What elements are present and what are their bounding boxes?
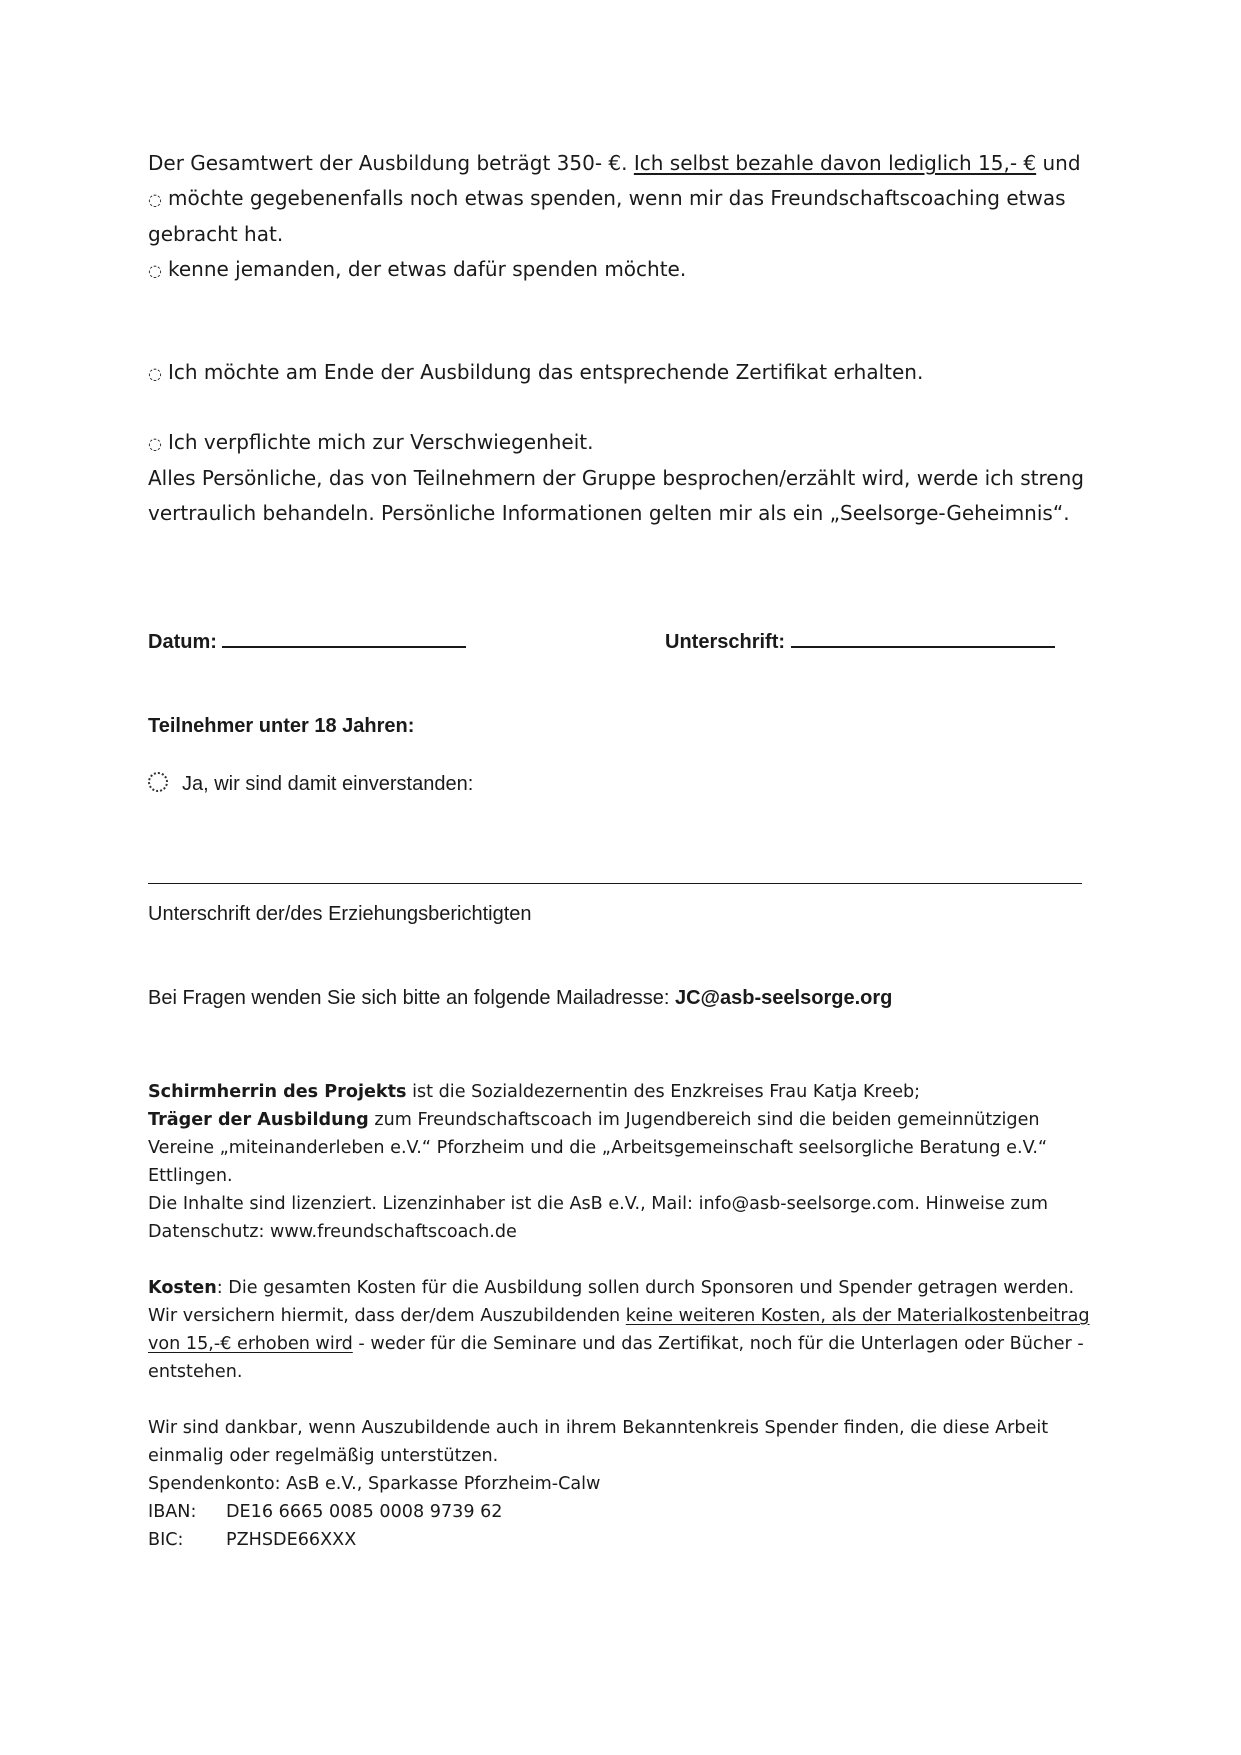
signature-line[interactable] xyxy=(791,628,1055,648)
cost-intro xyxy=(148,146,1088,288)
date-field[interactable] xyxy=(148,628,466,654)
cost-intro-text: Der Gesamtwert der Ausbildung beträgt 350- €. xyxy=(148,151,634,175)
consent-radio-icon[interactable] xyxy=(148,772,168,792)
bic-label: BIC: xyxy=(148,1530,184,1550)
option-know-someone-label: kenne jemanden, der etwas dafür spenden möchte. xyxy=(167,257,687,281)
patron-text: ist die Sozialdezernentin des Enzkreises Frau Katja Kreeb; xyxy=(406,1082,921,1102)
patron-line xyxy=(148,1078,1093,1106)
donation-account: Spendenkonto: AsB e.V., Sparkasse Pforzheim-Calw xyxy=(148,1474,601,1494)
guardian-signature-line[interactable] xyxy=(148,883,1082,884)
costs-underlined: keine weiteren Kosten, als der Materialkostenbeitrag von 15,-€ erhoben wird xyxy=(148,1306,1090,1354)
carrier-text: zum Freundschaftscoach im Jugendbereich sind die beiden gemeinnützigen Vereine „miteinanderleben e.V.“ Pforzheim und die „Arbeitsgemeinschaft seelsorgliche Beratung e.V.“ Ettlingen. xyxy=(148,1110,1048,1186)
costs-text: : Die gesamten Kosten für die Ausbildung sollen durch Sponsoren und Spender getragen werden. Wir versichern hiermit, dass der/dem Auszubildenden xyxy=(148,1278,1075,1326)
signature-field[interactable] xyxy=(665,628,1055,654)
option-certificate[interactable] xyxy=(148,355,1088,391)
option-confidentiality[interactable] xyxy=(148,425,1088,461)
radio-icon[interactable]: ◌ xyxy=(148,434,162,453)
option-know-someone[interactable] xyxy=(148,252,1088,288)
costs-bold: Kosten xyxy=(148,1278,217,1298)
option-donate-later[interactable] xyxy=(148,181,1088,252)
project-info xyxy=(148,1078,1093,1246)
license-text: Die Inhalte sind lizenziert. Lizenzinhaber ist die AsB e.V., Mail: info@asb-seelsorge.com. Hinweise zum Datenschutz: www.freundschaftscoach.de xyxy=(148,1194,1049,1242)
patron-bold: Schirmherrin des Projekts xyxy=(148,1082,407,1102)
carrier-line xyxy=(148,1106,1093,1190)
confidentiality-section xyxy=(148,425,1088,531)
radio-icon[interactable]: ◌ xyxy=(148,190,162,209)
minors-heading: Teilnehmer unter 18 Jahren: xyxy=(148,715,415,737)
contact-text: Bei Fragen wenden Sie sich bitte an folgende Mailadresse: xyxy=(148,987,675,1009)
option-confidentiality-label: Ich verpflichte mich zur Verschwiegenheit. xyxy=(167,430,594,454)
date-line[interactable] xyxy=(222,628,466,648)
costs-text-end: - weder für die Seminare und das Zertifikat, noch für die Unterlagen oder Bücher - entstehen. xyxy=(148,1334,1084,1382)
cost-intro-underlined: Ich selbst bezahle davon lediglich 15,- € xyxy=(633,151,1037,175)
date-label: Datum: xyxy=(148,631,217,653)
donation-text: Wir sind dankbar, wenn Auszubildende auch in ihrem Bekanntenkreis Spender finden, die diese Arbeit einmalig oder regelmäßig unterstützen. xyxy=(148,1418,1049,1466)
bic-row xyxy=(148,1526,1093,1554)
signature-label: Unterschrift: xyxy=(665,631,786,653)
radio-icon[interactable]: ◌ xyxy=(148,261,162,280)
radio-icon[interactable]: ◌ xyxy=(148,364,162,383)
minors-consent-label: Ja, wir sind damit einverstanden: xyxy=(182,773,474,795)
option-certificate-label: Ich möchte am Ende der Ausbildung das entsprechende Zertifikat erhalten. xyxy=(167,360,924,384)
iban-row xyxy=(148,1498,1093,1526)
contact-line xyxy=(148,987,892,1010)
guardian-signature-label: Unterschrift der/des Erziehungsberichtigten xyxy=(148,903,532,925)
bic-value: PZHSDE66XXX xyxy=(226,1530,357,1550)
minors-consent[interactable] xyxy=(148,772,473,796)
carrier-bold: Träger der Ausbildung xyxy=(148,1110,369,1130)
iban-value: DE16 6665 0085 0008 9739 62 xyxy=(226,1502,503,1522)
cost-intro-line xyxy=(148,146,1088,181)
cost-intro-end: und xyxy=(1036,151,1081,175)
iban-label: IBAN: xyxy=(148,1502,197,1522)
confidentiality-text: Alles Persönliche, das von Teilnehmern der Gruppe besprochen/erzählt wird, werde ich streng vertraulich behandeln. Persönliche Informationen gelten mir als ein „Seelsorge-Geheimnis“. xyxy=(148,466,1084,525)
donation-section xyxy=(148,1414,1093,1554)
contact-email[interactable]: JC@asb-seelsorge.org xyxy=(674,987,893,1009)
option-donate-later-label: möchte gegebenenfalls noch etwas spenden, wenn mir das Freundschaftscoaching etwas gebracht hat. xyxy=(148,186,1066,246)
costs-section xyxy=(148,1274,1093,1386)
